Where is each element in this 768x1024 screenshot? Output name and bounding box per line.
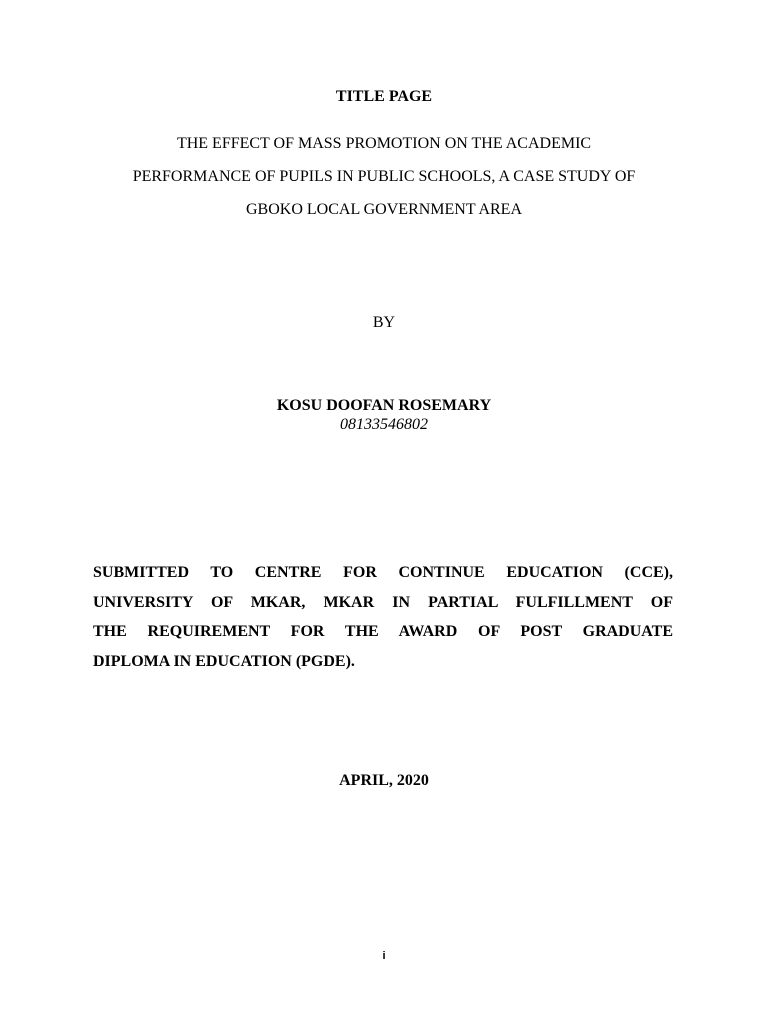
page-heading: TITLE PAGE — [335, 88, 433, 105]
submission-line-1: SUBMITTED TO CENTRE FOR CONTINUE EDUCATION (CCE), — [93, 564, 673, 581]
submission-statement — [93, 558, 673, 676]
page-number: i — [382, 950, 386, 962]
author-name: KOSU DOOFAN ROSEMARY — [276, 397, 492, 414]
project-title-line-1: THE EFFECT OF MASS PROMOTION ON THE ACADEMIC — [176, 135, 592, 152]
by-label: BY — [372, 314, 396, 331]
submission-line-3: THE REQUIREMENT FOR THE AWARD OF POST GRADUATE — [93, 623, 673, 640]
project-title-line-3: GBOKO LOCAL GOVERNMENT AREA — [246, 201, 522, 218]
project-title-line-2: PERFORMANCE OF PUPILS IN PUBLIC SCHOOLS, A CASE STUDY OF — [132, 168, 636, 185]
submission-line-4: DIPLOMA IN EDUCATION (PGDE). — [93, 652, 355, 670]
author-phone: 08133546802 — [340, 416, 428, 433]
submission-date: APRIL, 2020 — [339, 772, 429, 789]
submission-line-2: UNIVERSITY OF MKAR, MKAR IN PARTIAL FULFILLMENT OF — [93, 593, 673, 611]
project-title — [0, 127, 768, 226]
